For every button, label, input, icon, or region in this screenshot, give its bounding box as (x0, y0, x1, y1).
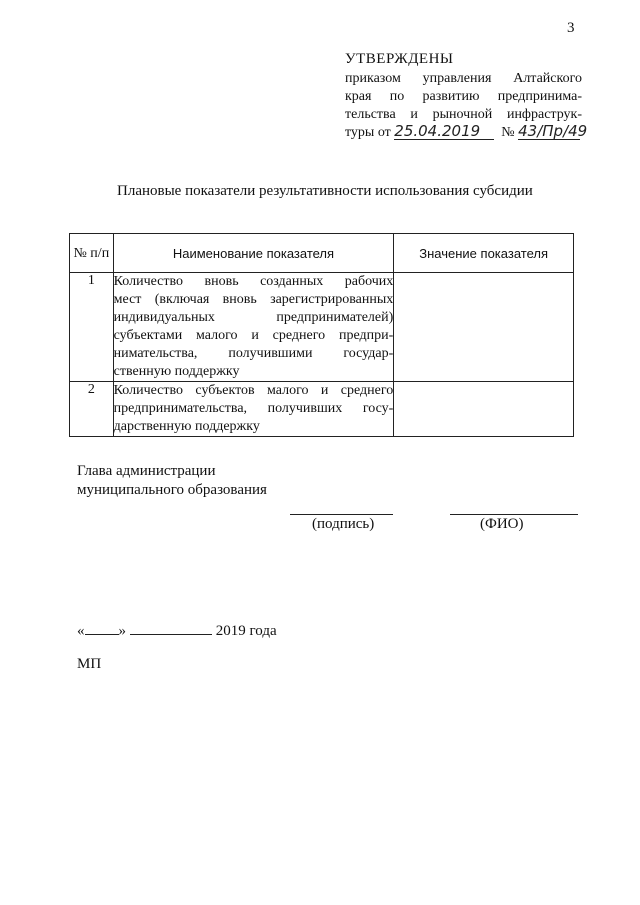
full-name-caption: (ФИО) (480, 516, 524, 532)
row-number: 1 (70, 273, 114, 382)
indicator-name-line: Количество вновь созданных рабочих (113, 274, 394, 289)
row-indicator-value (394, 273, 574, 382)
date-open-quote: « (77, 623, 85, 639)
header-indicator-name: Наименование показателя (113, 234, 394, 273)
row-indicator-value (394, 382, 574, 437)
indicators-table (69, 233, 574, 437)
indicator-name-line: субъектами малого и среднего предпри- (113, 328, 394, 343)
header-number: № п/п (70, 234, 114, 273)
indicator-name-line: мест (включая вновь зарегистрированных (113, 292, 394, 307)
page-number: 3 (567, 20, 575, 36)
day-blank (85, 622, 119, 635)
indicator-name-line: Количество субъектов малого и среднего (113, 383, 394, 398)
signature-line (290, 514, 393, 515)
date-close-quote: » (118, 623, 126, 639)
row-indicator-name (113, 382, 394, 437)
indicator-name-line: дарственную поддержку (113, 419, 260, 434)
document-title: Плановые показатели результативности использования субсидии (117, 183, 533, 199)
table-row (70, 382, 574, 437)
table-header-row (70, 234, 574, 273)
order-number-sign: № (501, 125, 515, 140)
signature-caption: (подпись) (312, 516, 375, 532)
handwritten-order-date: 25.04.2019 (394, 124, 494, 140)
table-row (70, 273, 574, 382)
approval-line: тельства и рыночной инфраструк- (345, 107, 582, 122)
approval-title: УТВЕРЖДЕНЫ (345, 51, 454, 67)
indicator-name-line: ственную поддержку (113, 364, 240, 379)
approval-line: края по развитию предпринима- (345, 89, 582, 104)
full-name-line (450, 514, 578, 515)
indicator-name-line: нимательства, получившими государ- (113, 346, 394, 361)
date-year: 2019 года (215, 623, 277, 639)
handwritten-order-number: 43/Пр/49 (518, 122, 588, 140)
row-number: 2 (70, 382, 114, 437)
head-title-line: муниципального образования (77, 482, 267, 498)
row-indicator-name (113, 273, 394, 382)
approval-line-prefix: туры от (345, 125, 391, 140)
header-indicator-value: Значение показателя (394, 234, 574, 273)
seal-label: МП (77, 656, 102, 672)
indicator-name-line: индивидуальных предпринимателей) (113, 310, 394, 325)
month-blank (130, 622, 212, 635)
approval-line: приказом управления Алтайского (345, 71, 582, 86)
indicator-name-line: предпринимательства, получивших госу- (113, 401, 394, 416)
head-title-line: Глава администрации (77, 463, 216, 479)
approval-line-order-details (345, 122, 588, 142)
date-line (77, 622, 277, 640)
